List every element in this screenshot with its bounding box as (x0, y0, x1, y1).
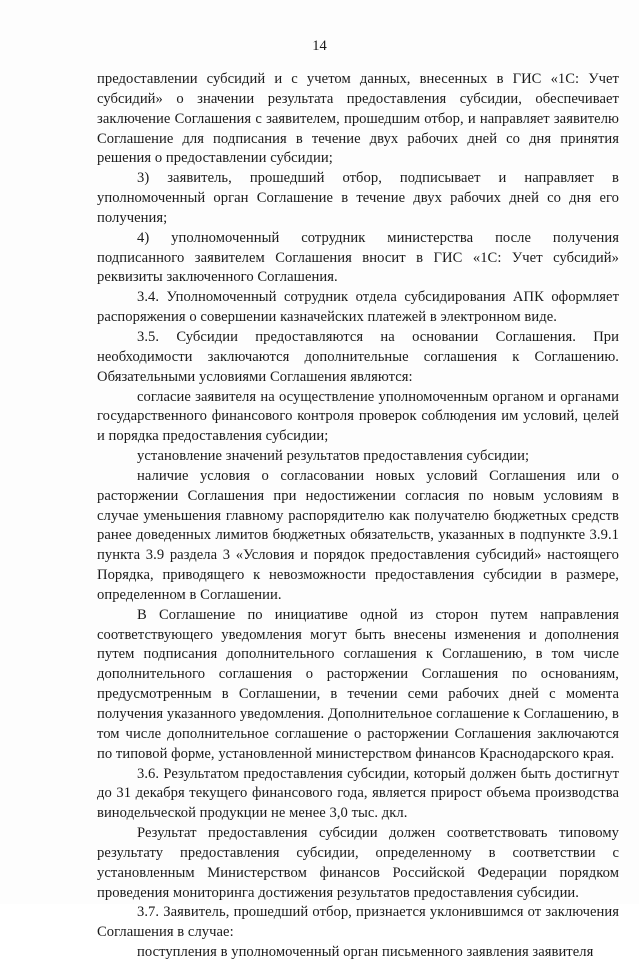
page-number: 14 (312, 38, 327, 54)
paragraph: поступления в уполномоченный орган письменного заявления заявителя (137, 944, 594, 961)
paragraph: предоставлении субсидий и с учетом данных, внесенных в ГИС «1С: Учет субсидий» о значении результата предоставления субсидии, обеспечивает заключение Соглашения с заявителем, прошедшим отбор, и направляет заявителю Соглашение для подписания в течение двух рабочих дней со дня принятия решения о предоставлении субсидии; (97, 71, 619, 167)
paragraph: В Соглашение по инициативе одной из сторон путем направления соответствующего уведомления могут быть внесены изменения и дополнения путем подписания дополнительного соглашения к Соглашению, в том числе дополнительного соглашения о расторжении Соглашения по основаниям, предусмотренным в Соглашении, в течении семи рабочих дней с момента получения указанного уведомления. Дополнительное соглашение к Соглашению, в том числе дополнительное соглашение о расторжении Соглашения заключаются по типовой форме, установленной министерством финансов Краснодарского края. (97, 606, 619, 762)
document-body (97, 70, 619, 963)
scan-speckle (450, 834, 520, 840)
paragraph: 3) заявитель, прошедший отбор, подписывает и направляет в уполномоченный орган Соглашение в течение двух рабочих дней со дня его получения; (97, 170, 619, 226)
paragraph: согласие заявителя на осуществление уполномоченным органом и органами государственного финансового контроля проверок соблюдения им условий, целей и порядка предоставления субсидии; (97, 388, 619, 445)
paragraph: наличие условия о согласовании новых условий Соглашения или о расторжении Соглашения при недостижении согласия по новым условиям в случае уменьшения главному распорядителю как получателю бюджетных средств ранее доведенных лимитов бюджетных обязательств, указанных в подпункте 3.9.1 пункта 3.9 раздела 3 «Условия и порядок предоставления субсидий» настоящего Порядка, приводящего к невозможности предоставления субсидии в размере, определенном в Соглашении. (97, 467, 619, 603)
paragraph: Результат предоставления субсидии должен соответствовать типовому результату предоставления субсидии, определенному в соответствии с установленным Министерством финансов Российской Федерации порядком проведения мониторинга достижения результатов предоставления субсидии. (97, 825, 619, 901)
paragraph: 4) уполномоченный сотрудник министерства после получения подписанного заявителем Соглашения вносит в ГИС «1С: Учет субсидий» реквизиты заключенного Соглашения. (97, 229, 619, 286)
paragraph: установление значений результатов предоставления субсидии; (137, 448, 530, 465)
paragraph: 3.5. Субсидии предоставляются на основании Соглашения. При необходимости заключаются дополнительные соглашения к Соглашению. Обязательными условиями Соглашения являются: (97, 328, 619, 385)
paragraph: 3.6. Результатом предоставления субсидии, который должен быть достигнут до 31 декабря текущего финансового года, является прирост объема производства винодельческой продукции не менее 3,0 тыс. дкл. (97, 765, 619, 822)
paragraph: 3.4. Уполномоченный сотрудник отдела субсидирования АПК оформляет распоряжения о совершении казначейских платежей в электронном виде. (97, 289, 619, 326)
paragraph: 3.7. Заявитель, прошедший отбор, признается уклонившимся от заключения Соглашения в случае: (97, 904, 619, 941)
